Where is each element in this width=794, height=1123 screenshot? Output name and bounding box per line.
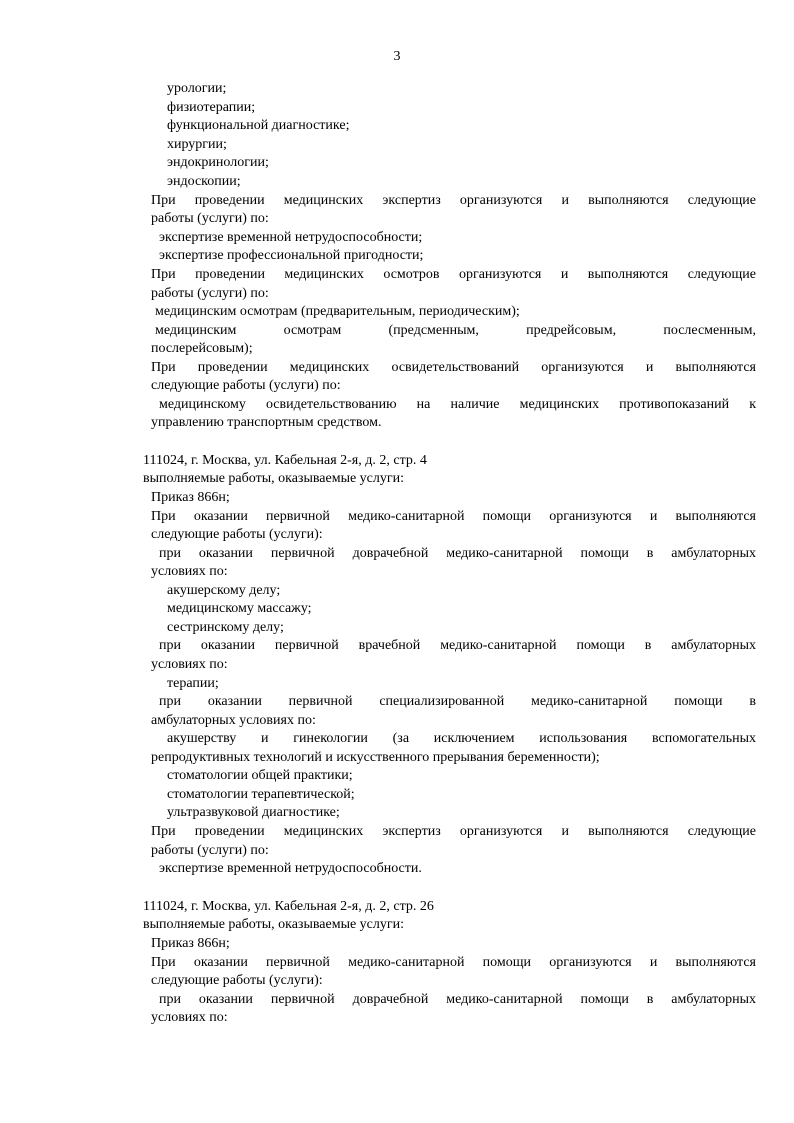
paragraph-line: работы (услуги) по: (151, 211, 269, 226)
paragraph-line: При проведении медицинских освидетельствований организуются и выполняются (151, 360, 756, 375)
list-item: хирургии; (167, 137, 227, 152)
paragraph-line: при оказании первичной врачебной медико-санитарной помощи в амбулаторных (159, 638, 756, 653)
order-reference: Приказ 866н; (151, 490, 230, 505)
services-label: выполняемые работы, оказываемые услуги: (143, 471, 405, 486)
page-number: 3 (393, 49, 401, 64)
list-item: терапии; (167, 676, 219, 691)
list-item: медицинским осмотрам (предсменным, предрейсовым, послесменным, (155, 323, 756, 338)
list-item: ультразвуковой диагностике; (167, 805, 340, 820)
paragraph-line: работы (услуги) по: (151, 843, 269, 858)
paragraph-line: при оказании первичной специализированной медико-санитарной помощи в (159, 694, 756, 709)
list-item: акушерству и гинекологии (за исключением использования вспомогательных (167, 731, 756, 746)
list-item: экспертизе временной нетрудоспособности; (159, 230, 423, 245)
paragraph-line: работы (услуги) по: (151, 286, 269, 301)
list-item: послерейсовым); (151, 341, 253, 356)
paragraph-line: При оказании первичной медико-санитарной помощи организуются и выполняются (151, 955, 756, 970)
list-item: эндокринологии; (167, 155, 269, 170)
list-item: медицинскому освидетельствованию на наличие медицинских противопоказаний к (159, 397, 756, 412)
paragraph-line: При проведении медицинских экспертиз организуются и выполняются следующие (151, 824, 756, 839)
list-item: управлению транспортным средством. (151, 415, 382, 430)
paragraph-line: условиях по: (151, 1010, 228, 1025)
address-heading: 111024, г. Москва, ул. Кабельная 2-я, д. 2, стр. 26 (143, 899, 434, 914)
list-item: функциональной диагностике; (167, 118, 350, 133)
paragraph-line: условиях по: (151, 657, 228, 672)
paragraph-line: При проведении медицинских экспертиз организуются и выполняются следующие (151, 193, 756, 208)
paragraph-line: амбулаторных условиях по: (151, 713, 316, 728)
order-reference: Приказ 866н; (151, 936, 230, 951)
list-item: урологии; (167, 81, 227, 96)
paragraph-line: при оказании первичной доврачебной медико-санитарной помощи в амбулаторных (159, 546, 756, 561)
list-item: медицинским осмотрам (предварительным, периодическим); (155, 304, 520, 319)
list-item: эндоскопии; (167, 174, 241, 189)
list-item: экспертизе временной нетрудоспособности. (159, 861, 422, 876)
paragraph-line: условиях по: (151, 564, 228, 579)
paragraph-line: При проведении медицинских осмотров организуются и выполняются следующие (151, 267, 756, 282)
list-item: репродуктивных технологий и искусственного прерывания беременности); (151, 750, 600, 765)
paragraph-line: следующие работы (услуги) по: (151, 378, 341, 393)
address-heading: 111024, г. Москва, ул. Кабельная 2-я, д. 2, стр. 4 (143, 453, 427, 468)
list-item: акушерскому делу; (167, 583, 281, 598)
list-item: стоматологии общей практики; (167, 768, 353, 783)
list-item: сестринскому делу; (167, 620, 284, 635)
paragraph-line: при оказании первичной доврачебной медико-санитарной помощи в амбулаторных (159, 992, 756, 1007)
paragraph-line: следующие работы (услуги): (151, 527, 323, 542)
services-label: выполняемые работы, оказываемые услуги: (143, 917, 405, 932)
list-item: стоматологии терапевтической; (167, 787, 355, 802)
paragraph-line: следующие работы (услуги): (151, 973, 323, 988)
list-item: медицинскому массажу; (167, 601, 312, 616)
list-item: экспертизе профессиональной пригодности; (159, 248, 424, 263)
list-item: физиотерапии; (167, 100, 256, 115)
paragraph-line: При оказании первичной медико-санитарной помощи организуются и выполняются (151, 509, 756, 524)
